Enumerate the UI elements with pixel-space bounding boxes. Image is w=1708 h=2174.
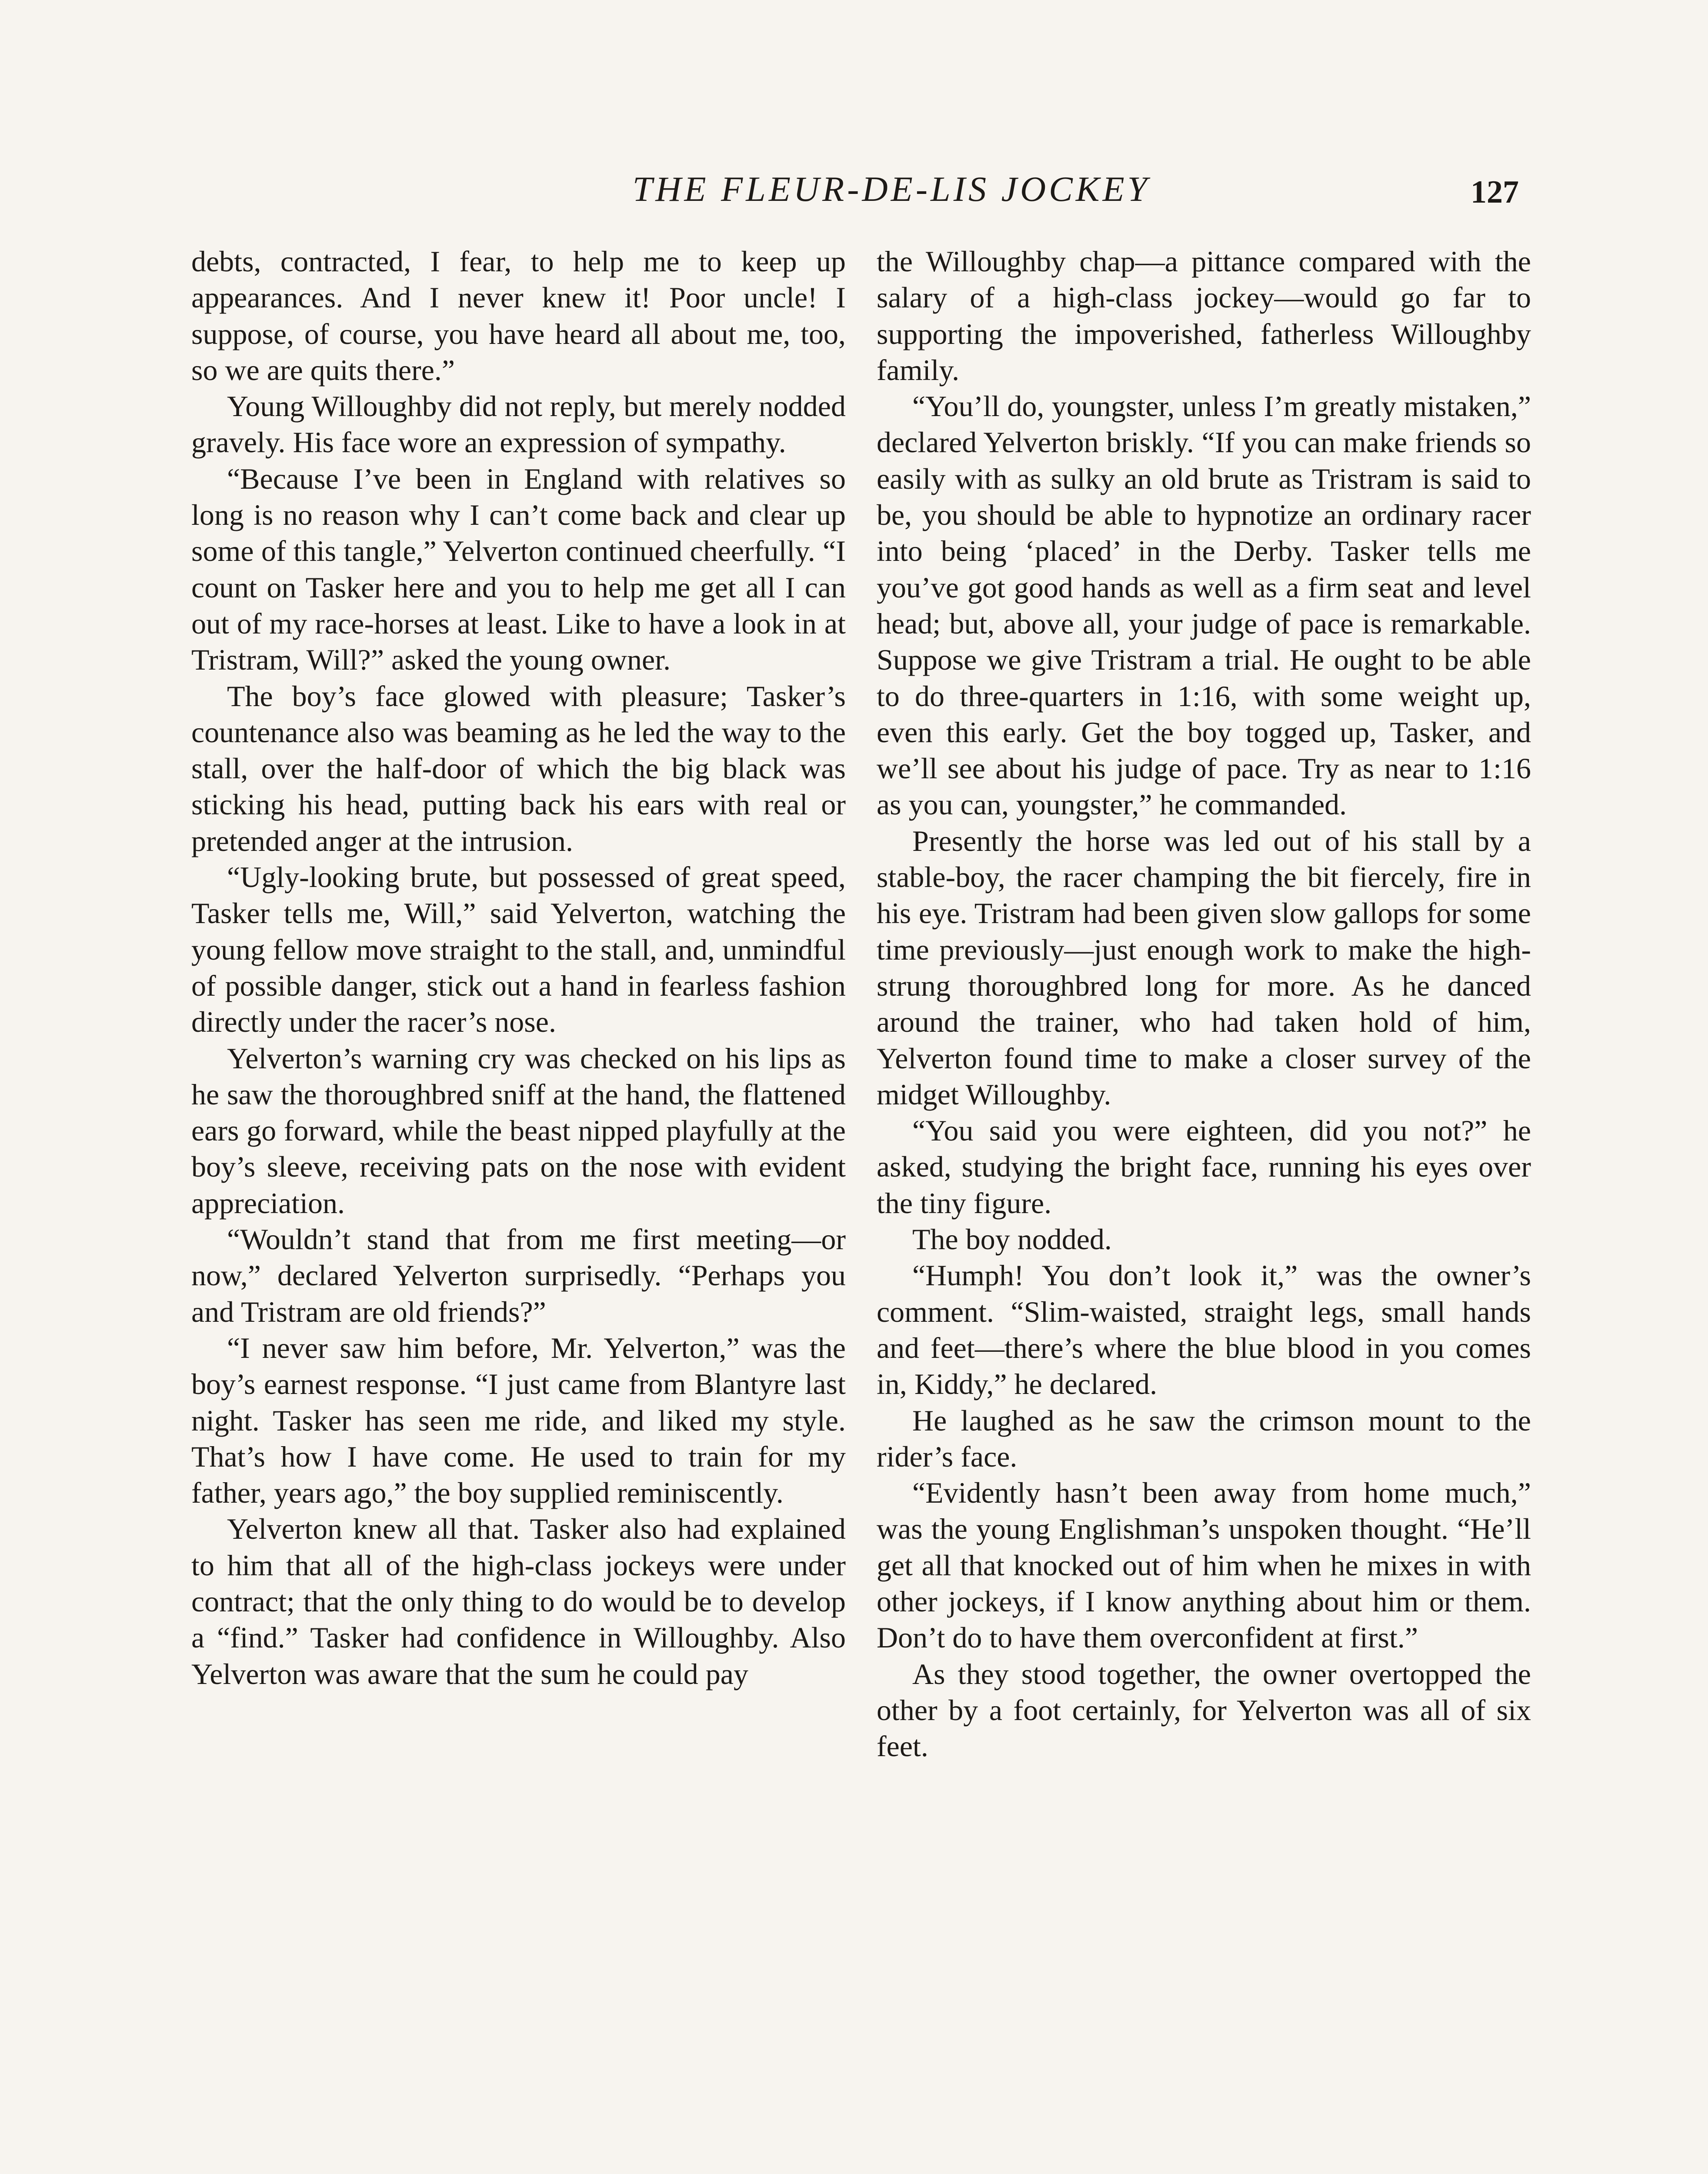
right-column (877, 243, 1531, 1764)
paragraph: “You’ll do, youngster, unless I’m greatly mistaken,” declared Yelverton briskly. “If you can make friends so easily with as sulky an old brute as Tristram is said to be, you should be able to hypnotize an ordinary racer into being ‘placed’ in the Derby. Tasker tells me you’ve got good hands as well as a firm seat and level head; but, above all, your judge of pace is remarkable. Suppose we give Tristram a trial. He ought to be able to do three-quarters in 1:16, with some weight up, even this early. Get the boy togged up, Tasker, and we’ll see about his judge of pace. Try as near to 1:16 as you can, youngster,” he commanded. (877, 390, 1531, 821)
paragraph: “Wouldn’t stand that from me first meeting—or now,” declared Yelverton surprisedly. “Perhaps you and Tristram are old friends?” (191, 1223, 846, 1328)
paragraph: Yelverton’s warning cry was checked on his lips as he saw the thoroughbred sniff at the hand, the flattened ears go forward, while the beast nipped playfully at the boy’s sleeve, receiving pats on the nose with evident appreciation. (191, 1041, 846, 1220)
paragraph: debts, contracted, I fear, to help me to keep up appearances. And I never knew it! Poor uncle! I suppose, of course, you have heard all about me, too, so we are quits there.” (191, 245, 846, 387)
page-number: 127 (1471, 174, 1519, 210)
paragraph: “Ugly-looking brute, but possessed of great speed, Tasker tells me, Will,” said Yelverton, watching the young fellow move straight to the stall, and, unmindful of possible danger, stick out a hand in fearless fashion directly under the racer’s nose. (191, 860, 846, 1039)
paragraph: As they stood together, the owner overtopped the other by a foot certainly, for Yelverton was all of six feet. (877, 1657, 1531, 1763)
paragraph: “You said you were eighteen, did you not?” he asked, studying the bright face, running his eyes over the tiny figure. (877, 1114, 1531, 1220)
paragraph: Young Willoughby did not reply, but merely nodded gravely. His face wore an expression of sympathy. (191, 390, 846, 459)
paragraph: He laughed as he saw the crimson mount to the rider’s face. (877, 1404, 1531, 1473)
paragraph: “Evidently hasn’t been away from home much,” was the young Englishman’s unspoken thought. “He’ll get all that knocked out of him when he mixes in with other jockeys, if I know anything about him or them. Don’t do to have them overconfident at first.” (877, 1476, 1531, 1654)
paragraph: “Because I’ve been in England with relatives so long is no reason why I can’t come back and clear up some of this tangle,” Yelverton continued cheerfully. “I count on Tasker here and you to help me get all I can out of my race-horses at least. Like to have a look in at Tristram, Will?” asked the young owner. (191, 462, 846, 677)
paragraph: Presently the horse was led out of his stall by a stable-boy, the racer champing the bit fiercely, fire in his eye. Tristram had been given slow gallops for some time previously—just enough work to make the high-strung thoroughbred long for more. As he danced around the trainer, who had taken hold of him, Yelverton found time to make a closer survey of the midget Willoughby. (877, 824, 1531, 1111)
running-title: THE FLEUR-DE-LIS JOCKEY (632, 169, 1151, 209)
paragraph: The boy’s face glowed with pleasure; Tasker’s countenance also was beaming as he led the way to the stall, over the half-door of which the big black was sticking his head, putting back his ears with real or pretended anger at the intrusion. (191, 679, 846, 857)
paragraph: Yelverton knew all that. Tasker also had explained to him that all of the high-class jockeys were under contract; that the only thing to do would be to develop a “find.” Tasker had confidence in Willoughby. Also Yelverton was aware that the sum he could pay (191, 1512, 846, 1691)
paragraph: the Willoughby chap—a pittance compared with the salary of a high-class jockey—would go far to supporting the impoverished, fatherless Willoughby family. (877, 245, 1531, 387)
paragraph: “Humph! You don’t look it,” was the owner’s comment. “Slim-waisted, straight legs, small hands and feet—there’s where the blue blood in you comes in, Kiddy,” he declared. (877, 1259, 1531, 1401)
left-column (191, 243, 846, 1692)
paragraph: The boy nodded. (912, 1223, 1112, 1256)
paragraph: “I never saw him before, Mr. Yelverton,” was the boy’s earnest response. “I just came from Blantyre last night. Tasker has seen me ride, and liked my style. That’s how I have come. He used to train for my father, years ago,” the boy supplied reminiscently. (191, 1331, 846, 1510)
